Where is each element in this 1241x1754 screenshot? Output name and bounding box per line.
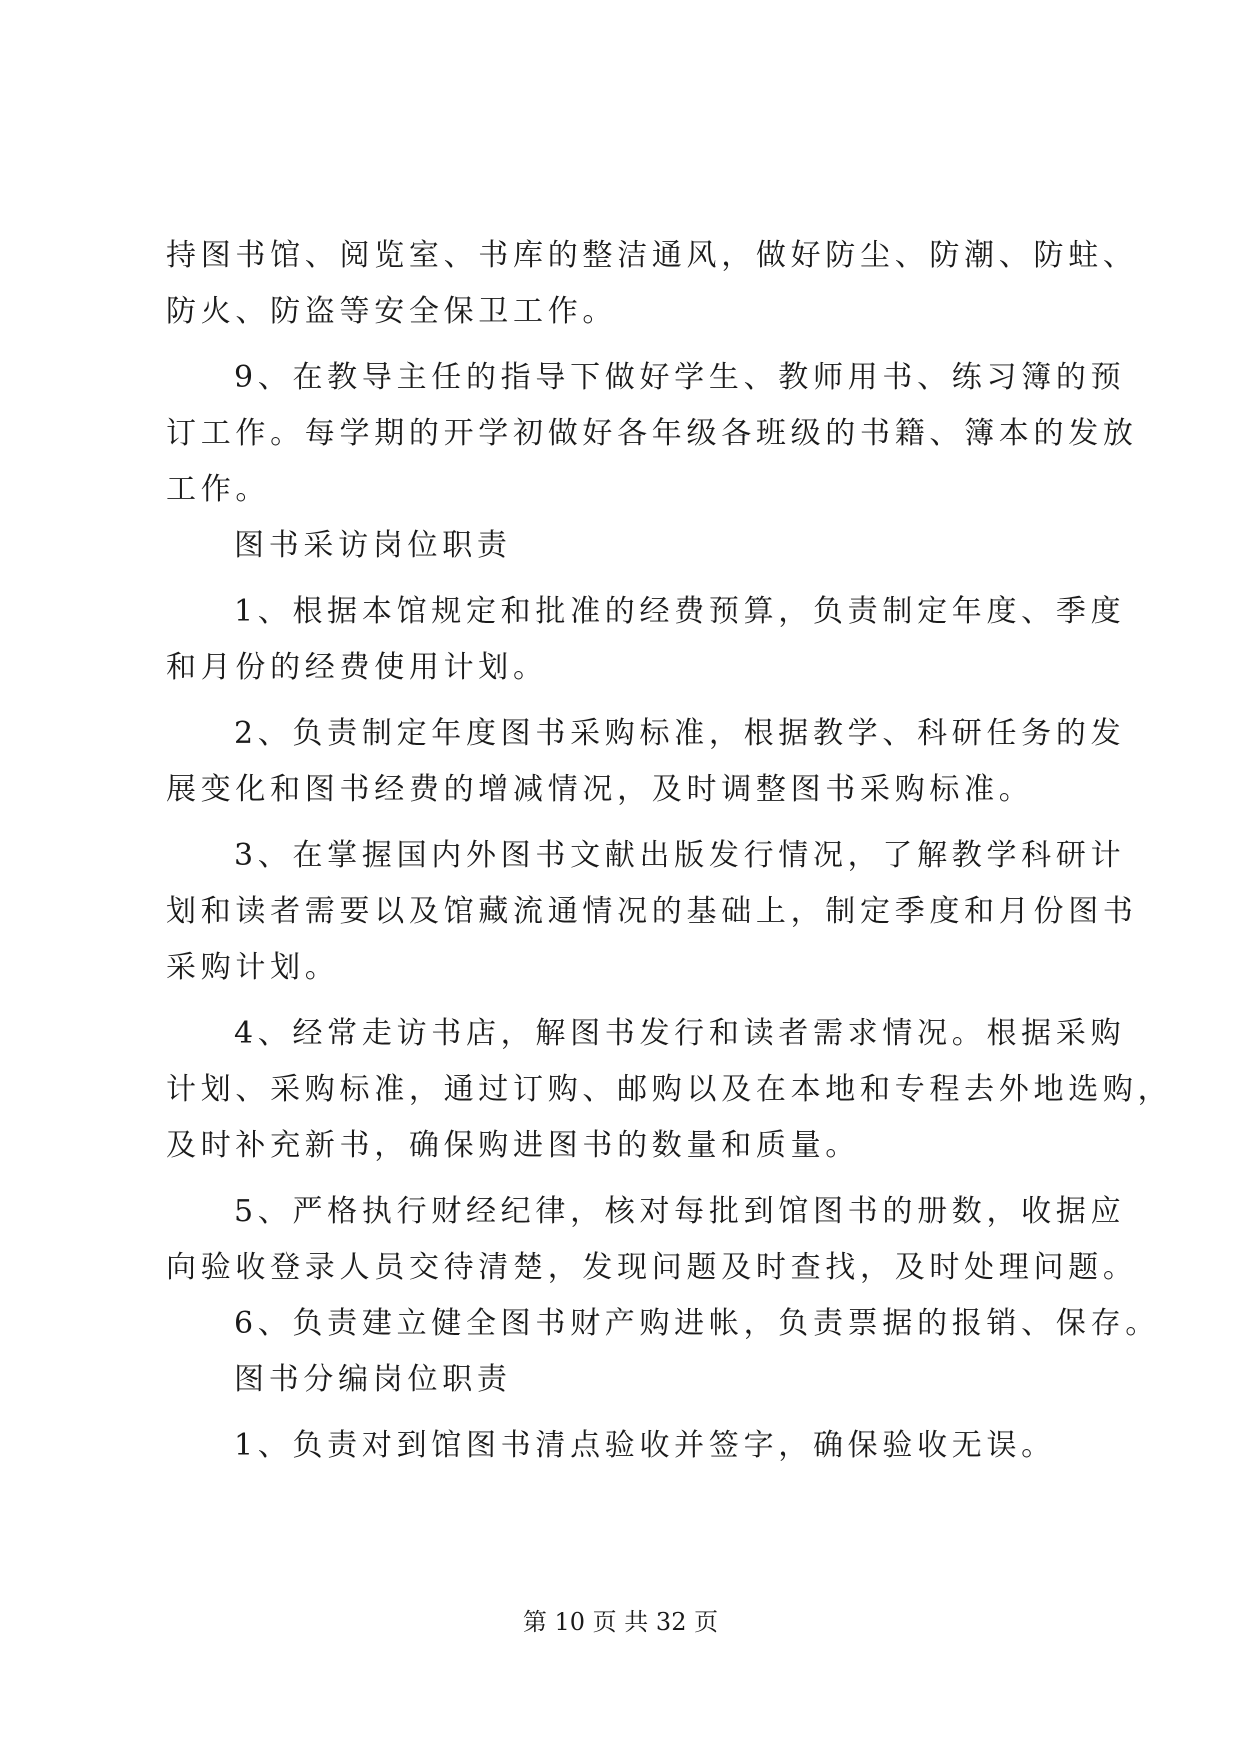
list-item-3: 3、在掌握国内外图书文献出版发行情况，了解教学科研计 <box>234 838 1126 873</box>
text-line: 向验收登录人员交待清楚，发现问题及时查找，及时处理问题。 <box>166 1250 1138 1285</box>
text-line: 及时补充新书，确保购进图书的数量和质量。 <box>166 1128 860 1163</box>
section-heading: 图书采访岗位职责 <box>234 528 512 563</box>
document-body <box>166 228 1173 1474</box>
list-item-9: 9、在教导主任的指导下做好学生、教师用书、练习簿的预 <box>234 360 1126 395</box>
list-item-1: 1、负责对到馆图书清点验收并签字，确保验收无误。 <box>234 1428 1056 1463</box>
list-item-6: 6、负责建立健全图书财产购进帐，负责票据的报销、保存。 <box>234 1306 1160 1341</box>
text-line: 订工作。每学期的开学初做好各年级各班级的书籍、簿本的发放 <box>166 416 1138 451</box>
page-number-footer: 第 10 页 共 32 页 <box>522 1608 719 1636</box>
text-line: 持图书馆、阅览室、书库的整洁通风，做好防尘、防潮、防蛀、 <box>166 238 1138 273</box>
text-line: 展变化和图书经费的增减情况，及时调整图书采购标准。 <box>166 772 1034 807</box>
text-line: 计划、采购标准，通过订购、邮购以及在本地和专程去外地选购， <box>166 1072 1173 1107</box>
section-heading: 图书分编岗位职责 <box>234 1362 512 1397</box>
list-item-4: 4、经常走访书店，解图书发行和读者需求情况。根据采购 <box>234 1016 1126 1051</box>
list-item-1: 1、根据本馆规定和批准的经费预算，负责制定年度、季度 <box>234 594 1126 629</box>
text-line: 划和读者需要以及馆藏流通情况的基础上，制定季度和月份图书 <box>166 894 1138 929</box>
text-line: 采购计划。 <box>166 950 340 985</box>
text-line: 和月份的经费使用计划。 <box>166 650 548 685</box>
text-line: 防火、防盗等安全保卫工作。 <box>166 294 618 329</box>
text-line: 工作。 <box>166 472 271 507</box>
list-item-5: 5、严格执行财经纪律，核对每批到馆图书的册数，收据应 <box>234 1194 1126 1229</box>
list-item-2: 2、负责制定年度图书采购标准，根据教学、科研任务的发 <box>234 716 1126 751</box>
